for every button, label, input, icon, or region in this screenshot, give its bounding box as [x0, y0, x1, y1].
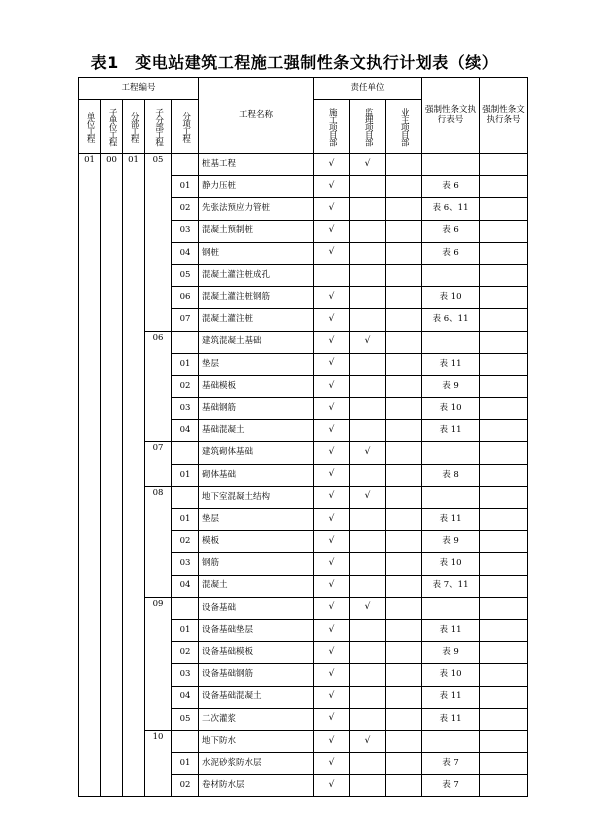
responsible-header: 责任单位: [314, 78, 422, 100]
construction-check: √: [314, 398, 350, 420]
clause-no: [480, 287, 528, 309]
project-name: 建筑混凝土基础: [199, 331, 314, 353]
table-no: 表 6: [422, 242, 480, 264]
clause-no: [480, 242, 528, 264]
construction-check: √: [314, 331, 350, 353]
table-no: 表 9: [422, 531, 480, 553]
project-name-header: 工程名称: [199, 78, 314, 154]
construction-check: √: [314, 753, 350, 775]
clause-no: [480, 331, 528, 353]
supervision-check: [350, 398, 386, 420]
clause-no: [480, 176, 528, 198]
owner-check: [386, 176, 422, 198]
clause-no: [480, 309, 528, 331]
item-code: 03: [172, 553, 199, 575]
table-no: [422, 486, 480, 508]
owner-check: [386, 309, 422, 331]
supervision-header: 监理项目部: [363, 107, 374, 146]
owner-check: [386, 775, 422, 797]
owner-check: [386, 220, 422, 242]
project-name: 地下防水: [199, 730, 314, 752]
clause-no: [480, 264, 528, 286]
item-code: 02: [172, 642, 199, 664]
project-name: 地下室混凝土结构: [199, 486, 314, 508]
construction-check: √: [314, 176, 350, 198]
clause-no: [480, 553, 528, 575]
construction-check: √: [314, 664, 350, 686]
clause-no: [480, 575, 528, 597]
project-name: 静力压桩: [199, 176, 314, 198]
supervision-check: [350, 176, 386, 198]
supervision-check: [350, 220, 386, 242]
table-row: [79, 597, 528, 619]
item-code: 03: [172, 664, 199, 686]
project-name: 钢筋: [199, 553, 314, 575]
table-no: 表 9: [422, 642, 480, 664]
project-name: 建筑砌体基础: [199, 442, 314, 464]
project-name: 基础模板: [199, 375, 314, 397]
owner-check: [386, 420, 422, 442]
table-no: 表 6: [422, 176, 480, 198]
clause-no: [480, 686, 528, 708]
construction-check: √: [314, 220, 350, 242]
construction-check: √: [314, 775, 350, 797]
project-name: 基础混凝土: [199, 420, 314, 442]
construction-check: √: [314, 575, 350, 597]
construction-check: [314, 264, 350, 286]
clause-no: [480, 464, 528, 486]
construction-check: √: [314, 353, 350, 375]
construction-check: √: [314, 642, 350, 664]
construction-check: √: [314, 531, 350, 553]
item-code: 04: [172, 686, 199, 708]
project-name: 设备基础模板: [199, 642, 314, 664]
clause-no: [480, 753, 528, 775]
clause-no: [480, 154, 528, 176]
clause-no: [480, 664, 528, 686]
item-code: [172, 597, 199, 619]
owner-check: [386, 242, 422, 264]
owner-check: [386, 287, 422, 309]
project-name: 设备基础钢筋: [199, 664, 314, 686]
owner-check: [386, 198, 422, 220]
supervision-check: √: [350, 730, 386, 752]
item-code: 04: [172, 575, 199, 597]
construction-check: √: [314, 597, 350, 619]
table-no: [422, 730, 480, 752]
supervision-check: [350, 375, 386, 397]
table-no: 表 6、11: [422, 309, 480, 331]
clause-no: [480, 420, 528, 442]
table-no: [422, 264, 480, 286]
owner-header: 业主项目部: [399, 107, 410, 146]
item-code: 02: [172, 531, 199, 553]
project-name: 卷材防水层: [199, 775, 314, 797]
table-no: 表 10: [422, 664, 480, 686]
clause-no: [480, 730, 528, 752]
table-no: [422, 331, 480, 353]
construction-check: √: [314, 154, 350, 176]
owner-check: [386, 442, 422, 464]
sub-unit-header: 子单位工程: [107, 107, 118, 146]
construction-check: √: [314, 242, 350, 264]
item-code: 02: [172, 375, 199, 397]
item-code: [172, 442, 199, 464]
plan-table: [78, 77, 528, 797]
supervision-check: [350, 753, 386, 775]
item-code: 01: [172, 176, 199, 198]
construction-check: √: [314, 486, 350, 508]
owner-check: [386, 642, 422, 664]
owner-check: [386, 664, 422, 686]
project-name: 钢桩: [199, 242, 314, 264]
division-code: 01: [123, 154, 145, 797]
table-no: 表 11: [422, 509, 480, 531]
project-name: 混凝土灌注桩: [199, 309, 314, 331]
project-name: 砌体基础: [199, 464, 314, 486]
table-row: [79, 154, 528, 176]
table-no: 表 9: [422, 375, 480, 397]
item-code: 06: [172, 287, 199, 309]
table-no: 表 10: [422, 287, 480, 309]
supervision-check: [350, 619, 386, 641]
item-code: [172, 486, 199, 508]
item-code: [172, 331, 199, 353]
table-no: 表 6、11: [422, 198, 480, 220]
clause-no: [480, 442, 528, 464]
project-name: 二次灌浆: [199, 708, 314, 730]
construction-check: √: [314, 198, 350, 220]
table-no: 表 10: [422, 553, 480, 575]
table-no: 表 7: [422, 775, 480, 797]
construction-check: √: [314, 464, 350, 486]
project-name: 水泥砂浆防水层: [199, 753, 314, 775]
construction-check: √: [314, 619, 350, 641]
supervision-check: [350, 531, 386, 553]
table-body: [79, 154, 528, 797]
table-no: [422, 154, 480, 176]
item-code: 04: [172, 420, 199, 442]
construction-check: √: [314, 420, 350, 442]
project-name: 先张法预应力管桩: [199, 198, 314, 220]
supervision-check: [350, 553, 386, 575]
item-code: 01: [172, 353, 199, 375]
owner-check: [386, 753, 422, 775]
owner-check: [386, 597, 422, 619]
supervision-check: [350, 287, 386, 309]
owner-check: [386, 398, 422, 420]
construction-check: √: [314, 442, 350, 464]
table-row: [79, 730, 528, 752]
project-name: 桩基工程: [199, 154, 314, 176]
table-no: 表 10: [422, 398, 480, 420]
owner-check: [386, 708, 422, 730]
item-code: 01: [172, 464, 199, 486]
construction-check: √: [314, 708, 350, 730]
item-code: 05: [172, 264, 199, 286]
project-code-header: 工程编号: [79, 78, 199, 100]
clause-no: [480, 708, 528, 730]
construction-check: √: [314, 553, 350, 575]
construction-check: √: [314, 375, 350, 397]
clause-no: [480, 509, 528, 531]
item-code: 07: [172, 309, 199, 331]
project-name: 设备基础: [199, 597, 314, 619]
clause-no: [480, 398, 528, 420]
construction-header: 施工项目部: [327, 107, 338, 146]
project-name: 混凝土灌注桩成孔: [199, 264, 314, 286]
supervision-check: [350, 242, 386, 264]
owner-check: [386, 331, 422, 353]
construction-check: √: [314, 686, 350, 708]
table-no: 表 7: [422, 753, 480, 775]
supervision-check: [350, 708, 386, 730]
table-no-header: 强制性条文执行表号: [422, 78, 480, 154]
table-no: [422, 597, 480, 619]
supervision-check: √: [350, 597, 386, 619]
table-no: 表 11: [422, 708, 480, 730]
unit-code: 01: [79, 154, 101, 797]
table-no: 表 11: [422, 420, 480, 442]
sub-division-code: 09: [145, 597, 172, 730]
table-row: [79, 486, 528, 508]
owner-check: [386, 486, 422, 508]
owner-check: [386, 154, 422, 176]
project-name: 基础钢筋: [199, 398, 314, 420]
project-name: 垫层: [199, 353, 314, 375]
owner-check: [386, 686, 422, 708]
supervision-check: [350, 775, 386, 797]
owner-check: [386, 375, 422, 397]
sub-division-code: 10: [145, 730, 172, 797]
sub-division-code: 06: [145, 331, 172, 442]
owner-check: [386, 264, 422, 286]
project-name: 混凝土预制桩: [199, 220, 314, 242]
supervision-check: √: [350, 331, 386, 353]
clause-no: [480, 375, 528, 397]
owner-check: [386, 553, 422, 575]
clause-no: [480, 486, 528, 508]
table-no: 表 11: [422, 353, 480, 375]
item-code: 05: [172, 708, 199, 730]
division-header: 分部工程: [129, 111, 140, 142]
item-code: 03: [172, 398, 199, 420]
supervision-check: [350, 353, 386, 375]
table-no: [422, 442, 480, 464]
supervision-check: [350, 509, 386, 531]
supervision-check: [350, 464, 386, 486]
clause-no: [480, 531, 528, 553]
clause-no-header: 强制性条文执行条号: [480, 78, 528, 154]
sub-division-header: 子分部工程: [153, 107, 164, 146]
clause-no: [480, 597, 528, 619]
supervision-check: [350, 309, 386, 331]
table-no: 表 6: [422, 220, 480, 242]
supervision-check: [350, 264, 386, 286]
table-no: 表 8: [422, 464, 480, 486]
sub-division-code: 07: [145, 442, 172, 486]
construction-check: √: [314, 287, 350, 309]
owner-check: [386, 531, 422, 553]
unit-header: 单位工程: [85, 111, 96, 142]
table-row: [79, 331, 528, 353]
clause-no: [480, 775, 528, 797]
table-no: 表 11: [422, 686, 480, 708]
project-name: 设备基础混凝土: [199, 686, 314, 708]
supervision-check: [350, 198, 386, 220]
construction-check: √: [314, 509, 350, 531]
project-name: 混凝土灌注桩钢筋: [199, 287, 314, 309]
supervision-check: [350, 575, 386, 597]
supervision-check: [350, 420, 386, 442]
supervision-check: [350, 686, 386, 708]
construction-check: √: [314, 730, 350, 752]
item-code: 04: [172, 242, 199, 264]
supervision-check: [350, 664, 386, 686]
item-code: 03: [172, 220, 199, 242]
clause-no: [480, 353, 528, 375]
item-code: 01: [172, 753, 199, 775]
table-row: [79, 442, 528, 464]
construction-check: √: [314, 309, 350, 331]
sub-division-code: 08: [145, 486, 172, 597]
table-no: 表 7、11: [422, 575, 480, 597]
item-code: [172, 154, 199, 176]
item-code: 02: [172, 198, 199, 220]
item-code: [172, 730, 199, 752]
supervision-check: √: [350, 154, 386, 176]
clause-no: [480, 220, 528, 242]
project-name: 模板: [199, 531, 314, 553]
item-code: 01: [172, 509, 199, 531]
owner-check: [386, 464, 422, 486]
item-header: 分项工程: [180, 111, 191, 142]
supervision-check: √: [350, 486, 386, 508]
owner-check: [386, 509, 422, 531]
owner-check: [386, 353, 422, 375]
sub-division-code: 05: [145, 154, 172, 332]
clause-no: [480, 619, 528, 641]
sub-unit-code: 00: [101, 154, 123, 797]
clause-no: [480, 198, 528, 220]
project-name: 混凝土: [199, 575, 314, 597]
project-name: 垫层: [199, 509, 314, 531]
table-title: 表1 变电站建筑工程施工强制性条文执行计划表（续）: [90, 53, 499, 72]
item-code: 01: [172, 619, 199, 641]
clause-no: [480, 642, 528, 664]
table-no: 表 11: [422, 619, 480, 641]
supervision-check: √: [350, 442, 386, 464]
item-code: 02: [172, 775, 199, 797]
owner-check: [386, 730, 422, 752]
owner-check: [386, 575, 422, 597]
project-name: 设备基础垫层: [199, 619, 314, 641]
owner-check: [386, 619, 422, 641]
supervision-check: [350, 642, 386, 664]
